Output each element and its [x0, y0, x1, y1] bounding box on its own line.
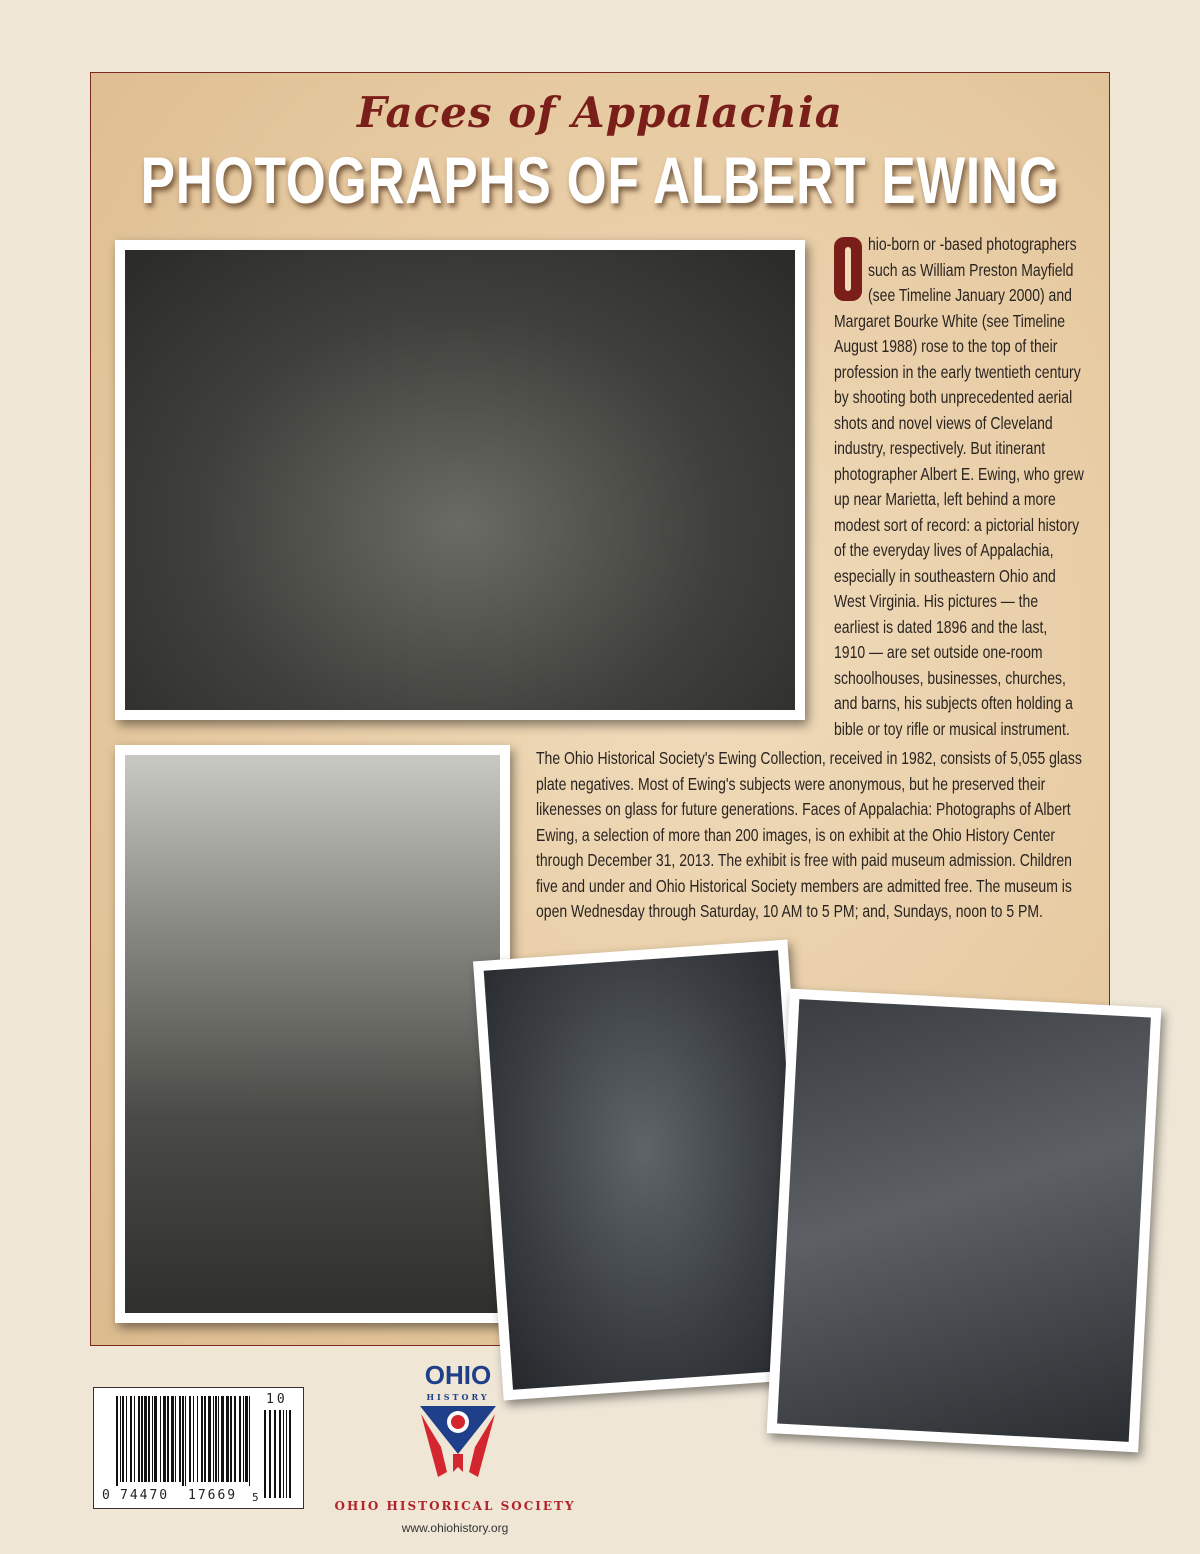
barcode-bar: [148, 1396, 150, 1482]
barcode-bar: [152, 1396, 153, 1482]
barcode-bar: [215, 1396, 217, 1482]
photo-boy-with-toy-rifle: [767, 989, 1162, 1453]
barcode-bar: [130, 1396, 132, 1482]
article-line: open Wednesday through Saturday, 10 AM to 5 PM; and, Sundays, noon to 5 PM.: [536, 901, 1043, 921]
barcode-addon-bar: [269, 1410, 271, 1498]
barcode-addon-bar: [274, 1410, 276, 1498]
barcode-bar: [193, 1396, 194, 1482]
article-line: hio-born or -based photographers: [868, 234, 1077, 254]
barcode-bar: [208, 1396, 211, 1482]
org-name: OHIO HISTORICAL SOCIETY: [334, 1499, 576, 1513]
article-line: schoolhouses, businesses, churches,: [834, 667, 1066, 688]
barcode-bar: [218, 1396, 219, 1482]
barcode-bar: [201, 1396, 203, 1482]
barcode-bar: [185, 1396, 186, 1486]
barcode-bar: [239, 1396, 241, 1482]
barcode-bar: [221, 1396, 224, 1482]
article-line: such as William Preston Mayfield: [868, 259, 1074, 280]
article-line: especially in southeastern Ohio and: [834, 565, 1056, 586]
article-line: and barns, his subjects often holding a: [834, 693, 1073, 713]
barcode-bar: [141, 1396, 143, 1482]
article-line: by shooting both unprecedented aerial: [834, 387, 1073, 407]
barcode-addon-bar: [264, 1410, 266, 1498]
website-link[interactable]: www.ohiohistory.org: [401, 1521, 509, 1535]
article-line: 1910 — are set outside one-room: [834, 642, 1043, 662]
article-line: photographer Albert E. Ewing, who grew: [834, 463, 1084, 484]
photo-image: [484, 950, 808, 1390]
barcode-bar: [126, 1396, 127, 1482]
logo-sub: HISTORY: [426, 1392, 490, 1402]
photo-image: [125, 250, 795, 710]
barcode-bar: [120, 1396, 121, 1482]
barcode-addon-bar: [289, 1410, 291, 1498]
barcode-bar: [230, 1396, 232, 1482]
article-line: through December 31, 2013. The exhibit is free with paid museum admission. Children: [536, 850, 1072, 870]
barcode-bar: [226, 1396, 229, 1482]
article-line: likenesses on glass for future generations. Faces of Appalachia: Photographs of Albert: [536, 799, 1071, 819]
barcode-bar: [122, 1396, 124, 1482]
photo-image: [125, 755, 500, 1313]
article-line: West Virginia. His pictures — the: [834, 591, 1039, 611]
barcode-bar: [213, 1396, 214, 1482]
barcode-bar: [189, 1396, 191, 1482]
barcode-bar: [138, 1396, 140, 1482]
photo-elderly-couple: [115, 745, 510, 1323]
barcode-bar: [249, 1396, 250, 1486]
barcode-bar: [245, 1396, 248, 1482]
main-title-text: PHOTOGRAPHS OF ALBERT EWING: [140, 143, 1060, 217]
barcode-addon-bar: [279, 1410, 281, 1498]
barcode-addon-bar: [286, 1410, 287, 1498]
article-line: industry, respectively. But itinerant: [834, 438, 1046, 458]
script-title: Faces of Appalachia: [357, 88, 843, 137]
upc-barcode: [93, 1387, 304, 1509]
barcode-bar: [234, 1396, 236, 1482]
barcode-addon: 10: [266, 1392, 288, 1407]
article-line: plate negatives. Most of Ewing's subjects were anonymous, but he preserved their: [536, 773, 1046, 794]
article-line: of the everyday lives of Appalachia,: [834, 540, 1054, 560]
article-column: [834, 232, 1146, 742]
barcode-bar: [243, 1396, 244, 1482]
barcode-lead-digit: 0: [102, 1488, 110, 1503]
article-line: Margaret Bourke White (see Timeline: [834, 310, 1066, 331]
article-line: The Ohio Historical Society's Ewing Collection, received in 1982, consists of 5,055 glass: [536, 748, 1082, 768]
article-line: Ewing, a selection of more than 200 images, is on exhibit at the Ohio History Center: [536, 824, 1056, 845]
barcode-bar: [167, 1396, 169, 1482]
barcode-left-digits: 74470: [120, 1488, 170, 1503]
article-line: earliest is dated 1896 and the last,: [834, 616, 1048, 637]
main-title: [0, 142, 1200, 218]
article-wide-paragraph: [536, 746, 1200, 925]
article-line: modest sort of record: a pictorial history: [834, 514, 1080, 535]
article-line: shots and novel views of Cleveland: [834, 412, 1053, 433]
barcode-bar: [160, 1396, 161, 1482]
article-line: five and under and Ohio Historical Society members are admitted free. The museum is: [536, 875, 1072, 896]
barcode-bar: [134, 1396, 135, 1482]
barcode-bar: [182, 1396, 184, 1486]
article-line: August 1988) rose to the top of their: [834, 336, 1058, 356]
barcode-check-digit: 5: [252, 1491, 259, 1504]
barcode-bar: [197, 1396, 198, 1482]
barcode-bar: [179, 1396, 181, 1482]
barcode-bar: [154, 1396, 157, 1482]
barcode-addon-bar: [283, 1410, 284, 1498]
article-line: profession in the early twentieth century: [834, 361, 1081, 382]
ohio-history-logo: [413, 1362, 503, 1487]
article-line: (see Timeline January 2000) and: [868, 285, 1072, 305]
barcode-bar: [204, 1396, 206, 1482]
photo-girl-milking-cow: [115, 240, 805, 720]
barcode-bar: [171, 1396, 174, 1482]
barcode-bar: [116, 1396, 118, 1486]
barcode-bar: [175, 1396, 176, 1482]
article-line: up near Marietta, left behind a more: [834, 489, 1056, 509]
logo-word: OHIO: [424, 1362, 492, 1390]
barcode-right-digits: 17669: [188, 1488, 238, 1503]
barcode-bar: [163, 1396, 166, 1482]
photo-image: [777, 999, 1151, 1442]
article-line: bible or toy rifle or musical instrument.: [834, 718, 1070, 739]
barcode-bar: [144, 1396, 147, 1482]
photo-elderly-woman-wicker-chair: [473, 940, 818, 1401]
